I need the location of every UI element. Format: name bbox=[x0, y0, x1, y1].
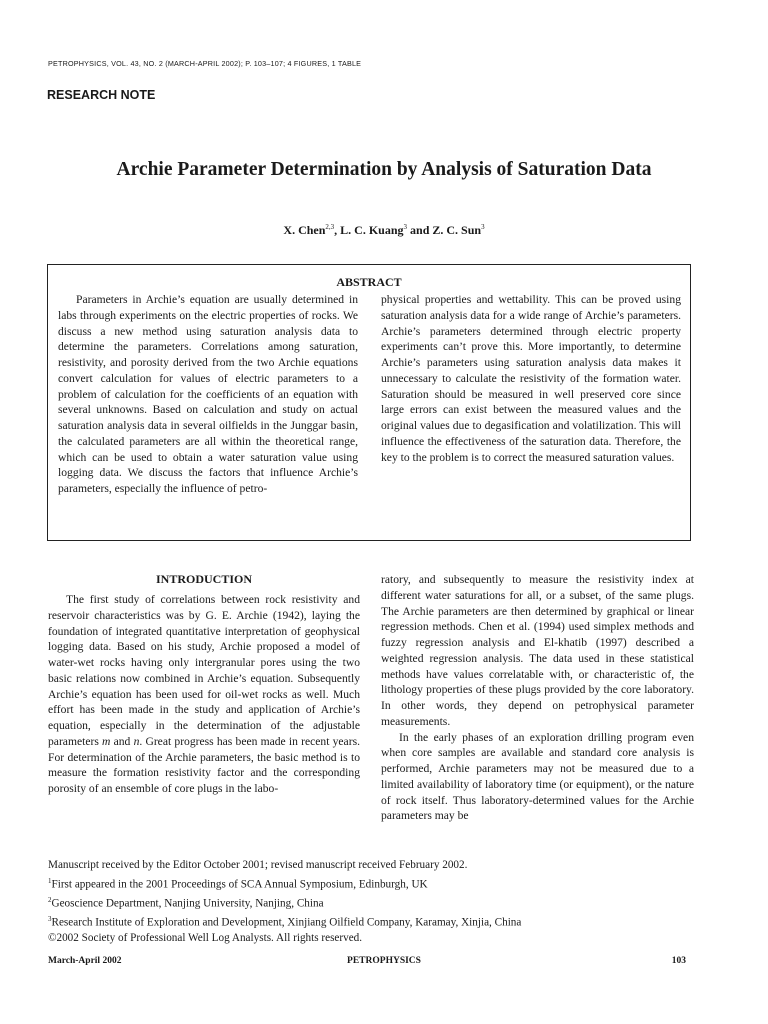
introduction-paragraph-text: The first study of correlations between rock resistivity and reservoir characteristics was by G. E. Archie (1942), laying the foundation of integrated quantitative interpretation of geophysical logging data. Based on his study, Archie proposed a model of water-wet rocks having only intergranular pores using the two basic relations now combined in Archie’s equation. Subsequently Archie’s equation has been used for oil-wet rocks as well. Much effort has been made in the study and application of Archie’s equation, especially in the determination of the adjustable parameters bbox=[48, 593, 360, 748]
parameter-m: m bbox=[102, 734, 111, 748]
parameter-n: n bbox=[133, 734, 140, 748]
author-line bbox=[0, 223, 768, 238]
footnotes bbox=[48, 858, 688, 947]
footnote-1 bbox=[48, 874, 688, 893]
introduction-heading: INTRODUCTION bbox=[155, 572, 252, 586]
author-affiliation-mark: 2,3 bbox=[325, 223, 335, 231]
author-affiliation-mark: 3 bbox=[481, 223, 485, 231]
introduction-right-column bbox=[381, 572, 694, 824]
author-name: L. C. Kuang bbox=[340, 223, 404, 237]
article-title: Archie Parameter Determination by Analysis of Saturation Data bbox=[116, 159, 652, 180]
footnote-3 bbox=[48, 912, 688, 931]
copyright-notice: ©2002 Society of Professional Well Log Analysts. All rights reserved. bbox=[48, 932, 363, 945]
footnote-received: Manuscript received by the Editor October 2001; revised manuscript received February 2002. bbox=[48, 859, 468, 871]
footnote-text: First appeared in the 2001 Proceedings of SCA Annual Symposium, Edinburgh, UK bbox=[51, 878, 428, 891]
footer-issue: March-April 2002 bbox=[48, 956, 122, 966]
footnote-2 bbox=[48, 893, 688, 912]
running-head: PETROPHYSICS, VOL. 43, NO. 2 (MARCH-APRIL 2002); P. 103–107; 4 FIGURES, 1 TABLE bbox=[48, 59, 362, 68]
footnote-mark: 1 bbox=[48, 876, 52, 885]
footnote-mark: 2 bbox=[48, 895, 52, 904]
footnote-text: Geoscience Department, Nanjing University, Nanjing, China bbox=[51, 897, 324, 910]
author-separator: , bbox=[334, 223, 341, 237]
conjunction: and bbox=[110, 734, 134, 748]
abstract-box bbox=[47, 264, 691, 541]
introduction-paragraph-text: . Great progress has been made in recent years. For determination of the Archie parameters, the basic method is to measure the formation resistivity factor and the corresponding porosity of an ensemble of core plugs in the labo- bbox=[48, 734, 360, 795]
abstract-left-column: Parameters in Archie’s equation are usually determined in labs through experiments on the electric properties of rocks. We discuss a new method using saturation analysis data to determine the parameters. Correlations among saturation, resistivity, and porosity derived from the two Archie equations convert calculation for values of electric parameters to a problem of calculation for the coefficients of an equation with several unknowns. Based on calculation and study on actual saturation analysis data in several oilfields in the Junggar basin, the calculated parameters are all within the theoretical range, which can be used to obtain a water saturation value using logging data. We discuss the factors that influence Archie’s parameters, especially the influence of petro- bbox=[58, 293, 358, 495]
abstract-right-column: physical properties and wettability. This can be proved using saturation analysis data for a wide range of Archie’s parameters. Archie’s parameters determined through electric property experiments can’t prove this. More importantly, to determine Archie’s parameters using saturation analysis data makes it unnecessary to calculate the resistivity of the formation water. Saturation should be measured in well preserved core since large errors can exist between the measured values and the original values due to degasification and volatilization. This will influence the effectiveness of the saturation data. Therefore, the key to the problem is to correct the measured saturation values. bbox=[381, 293, 681, 464]
section-label: RESEARCH NOTE bbox=[47, 88, 156, 102]
author-name: X. Chen bbox=[283, 223, 326, 237]
author-name: Z. C. Sun bbox=[432, 223, 482, 237]
introduction-paragraph: ratory, and subsequently to measure the resistivity index at different water saturations for all, or a subset, of the same plugs. The Archie parameters are then determined by graphical or linear regression methods. Chen et al. (1994) used simplex methods and fuzzy regression analysis and El-khatib (1997) described a weighted regression analysis. The data used in these statistical methods have values correlatable with, or characteristic of, the lithology properties of these plugs provided by the core laboratory. In other words, they depend on petrophysical parameter measurements. bbox=[381, 573, 694, 728]
footnote-mark: 3 bbox=[48, 914, 52, 923]
footer-journal: PETROPHYSICS bbox=[347, 956, 421, 966]
abstract-heading: ABSTRACT bbox=[336, 275, 402, 289]
footnote-text: Research Institute of Exploration and Development, Xinjiang Oilfield Company, Karamay, Xinjia, China bbox=[51, 916, 522, 929]
author-separator: and bbox=[407, 223, 433, 237]
page-number: 103 bbox=[671, 956, 686, 966]
introduction-left-column bbox=[48, 592, 360, 797]
author-affiliation-mark: 3 bbox=[403, 223, 408, 231]
introduction-paragraph: In the early phases of an exploration drilling program even when core samples are available and standard core analysis is performed, Archie parameters may not be measured due to a limited availability of laboratory time (or equipment), or the nature of rock itself. Thus laboratory-determined values for the Archie parameters may be bbox=[381, 730, 694, 823]
